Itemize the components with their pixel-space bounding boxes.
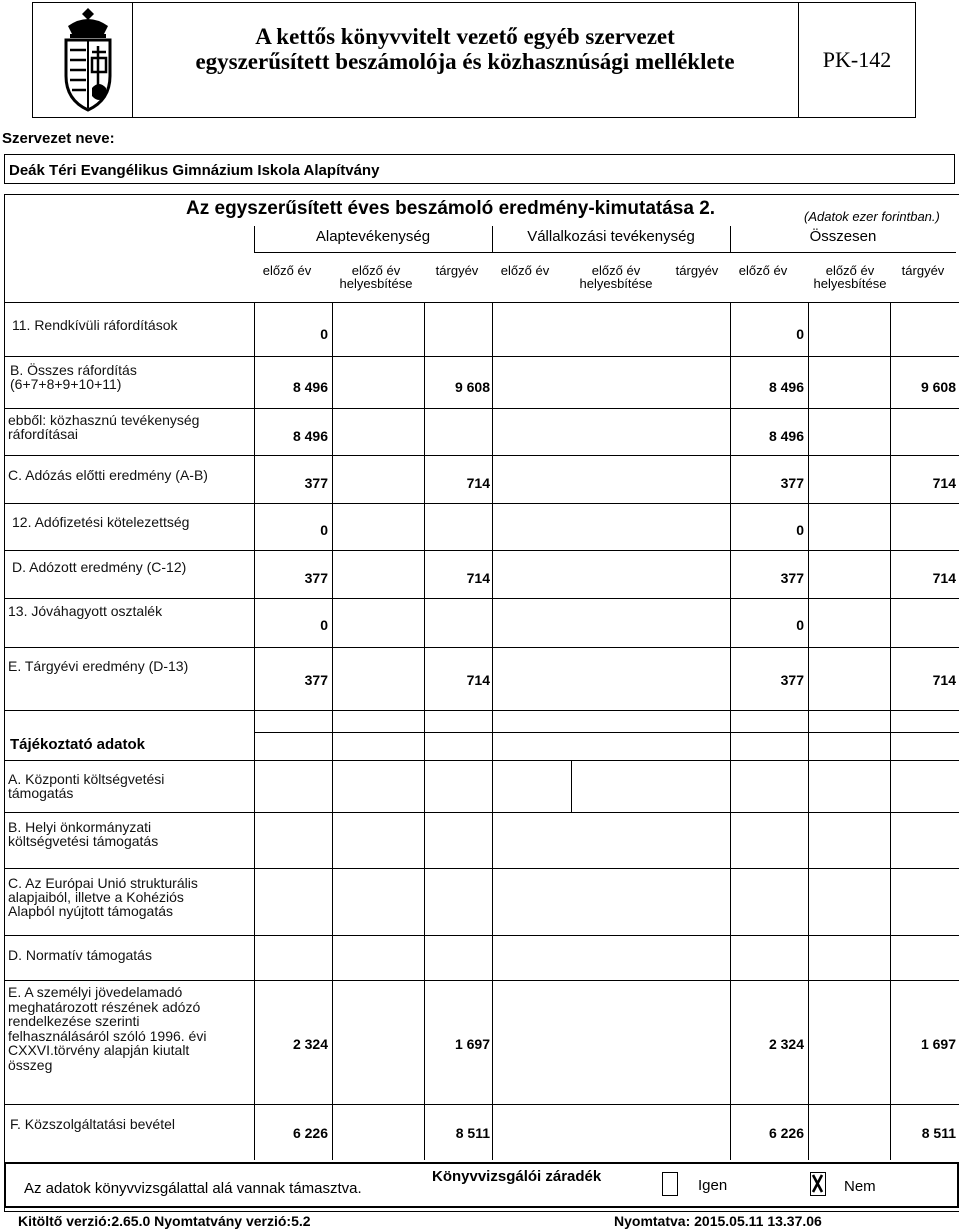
cell-total-curr[interactable]: 714 — [932, 672, 956, 688]
row-label: E. A személyi jövedelamadó meghatározott részének adózó rendelkezése szerinti felhasználásáról szóló 1996. évi CXXVI.törvény alapján kiutalt összeg — [8, 984, 207, 1073]
col-total-corr: előző év helyesbítése — [813, 263, 887, 291]
section-title: Az egyszerűsített éves beszámoló eredmény-kimutatása 2. — [186, 198, 716, 219]
cell-total-prev[interactable]: 8 496 — [768, 379, 804, 395]
footer-printed: Nyomtatva: 2015.05.11 13.37.06 — [614, 1213, 822, 1229]
cell-total-prev[interactable]: 8 496 — [768, 428, 804, 444]
row-label: A. Központi költségvetési támogatás — [8, 771, 165, 801]
cell-total-curr[interactable]: 9 608 — [920, 379, 956, 395]
cell-total-prev[interactable]: 377 — [780, 570, 804, 586]
row-label: B. Helyi önkormányzati költségvetési támogatás — [8, 819, 159, 849]
form-title-line-2: egyszerűsített beszámolója és közhasznúsági melléklete — [195, 49, 735, 74]
cell-base-curr[interactable]: 714 — [466, 672, 490, 688]
cell-base-curr[interactable]: 8 511 — [455, 1125, 490, 1141]
row-label: C. Adózás előtti eredmény (A-B) — [8, 467, 208, 483]
cell-base-prev[interactable]: 6 226 — [292, 1125, 328, 1141]
cell-base-prev[interactable]: 377 — [304, 672, 328, 688]
row-label: ebből: közhasznú tevékenység ráfordításai — [8, 412, 200, 442]
cell-base-prev[interactable]: 377 — [304, 570, 328, 586]
organization-name: Deák Téri Evangélikus Gimnázium Iskola Alapítvány — [9, 162, 380, 179]
col-base-prev: előző év — [262, 263, 312, 278]
cell-total-prev[interactable]: 0 — [796, 326, 804, 342]
group-header-total: Összesen — [809, 228, 877, 245]
row-label: D. Normatív támogatás — [8, 947, 152, 963]
cell-total-prev[interactable]: 0 — [796, 617, 804, 633]
coat-of-arms-icon — [52, 6, 124, 114]
col-base-curr: tárgyév — [435, 263, 479, 278]
cell-total-curr[interactable]: 1 697 — [920, 1036, 956, 1052]
audit-clause-title: Könyvvizsgálói záradék — [432, 1168, 602, 1185]
cell-total-prev[interactable]: 0 — [796, 522, 804, 538]
row-label: 13. Jóváhagyott osztalék — [8, 603, 163, 619]
audit-no-checkbox[interactable] — [810, 1172, 826, 1196]
row-label: C. Az Európai Unió strukturális alapjaiból, illetve a Kohéziós Alapból nyújtott támogatás — [8, 875, 198, 919]
form-title-line-1: A kettős könyvvitelt vezető egyéb szervezet — [255, 24, 675, 49]
col-base-corr: előző év helyesbítése — [339, 263, 413, 291]
group-header-business: Vállalkozási tevékenység — [527, 228, 695, 245]
row-label: F. Közszolgáltatási bevétel — [10, 1116, 175, 1132]
footer-version: Kitöltő verzió:2.65.0 Nyomtatvány verzió:5.2 — [18, 1213, 311, 1229]
form-code: PK-142 — [822, 47, 892, 72]
organization-label: Szervezet neve: — [2, 130, 115, 147]
cell-total-prev[interactable]: 377 — [780, 672, 804, 688]
cell-base-curr[interactable]: 714 — [466, 570, 490, 586]
group-header-base: Alaptevékenység — [315, 228, 431, 245]
cell-base-curr[interactable]: 9 608 — [454, 379, 490, 395]
cell-total-curr[interactable]: 714 — [932, 570, 956, 586]
row-label: 12. Adófizetési kötelezettség — [12, 514, 190, 530]
row-label: B. Összes ráfordítás (6+7+8+9+10+11) — [10, 362, 137, 392]
audit-statement: Az adatok könyvvizsgálattal alá vannak támasztva. — [24, 1180, 362, 1197]
unit-note: (Adatok ezer forintban.) — [804, 209, 940, 224]
cell-base-curr[interactable]: 714 — [466, 475, 490, 491]
col-business-prev: előző év — [500, 263, 550, 278]
info-title: Tájékoztató adatok — [10, 736, 146, 753]
audit-no-label: Nem — [844, 1178, 876, 1195]
cell-total-prev[interactable]: 6 226 — [768, 1125, 804, 1141]
cell-base-prev[interactable]: 0 — [320, 326, 328, 342]
cell-total-curr[interactable]: 714 — [932, 475, 956, 491]
row-label: E. Tárgyévi eredmény (D-13) — [8, 658, 189, 674]
organization-name-field[interactable] — [4, 154, 955, 184]
cell-base-prev[interactable]: 2 324 — [292, 1036, 328, 1052]
cell-base-prev[interactable]: 8 496 — [292, 428, 328, 444]
col-business-curr: tárgyév — [675, 263, 719, 278]
row-label: D. Adózott eredmény (C-12) — [12, 559, 187, 575]
col-business-corr: előző év helyesbítése — [579, 263, 653, 291]
audit-yes-label: Igen — [698, 1177, 728, 1194]
cell-base-prev[interactable]: 8 496 — [292, 379, 328, 395]
cell-total-prev[interactable]: 377 — [780, 475, 804, 491]
audit-yes-checkbox[interactable] — [662, 1172, 678, 1196]
cell-total-prev[interactable]: 2 324 — [768, 1036, 804, 1052]
col-total-prev: előző év — [738, 263, 788, 278]
row-label: 11. Rendkívüli ráfordítások — [12, 317, 178, 333]
col-total-curr: tárgyév — [901, 263, 945, 278]
cell-base-curr[interactable]: 1 697 — [454, 1036, 490, 1052]
cell-base-prev[interactable]: 0 — [320, 522, 328, 538]
cell-base-prev[interactable]: 0 — [320, 617, 328, 633]
cell-base-prev[interactable]: 377 — [304, 475, 328, 491]
cell-total-curr[interactable]: 8 511 — [921, 1125, 956, 1141]
checkmark-x-icon — [811, 1173, 824, 1194]
